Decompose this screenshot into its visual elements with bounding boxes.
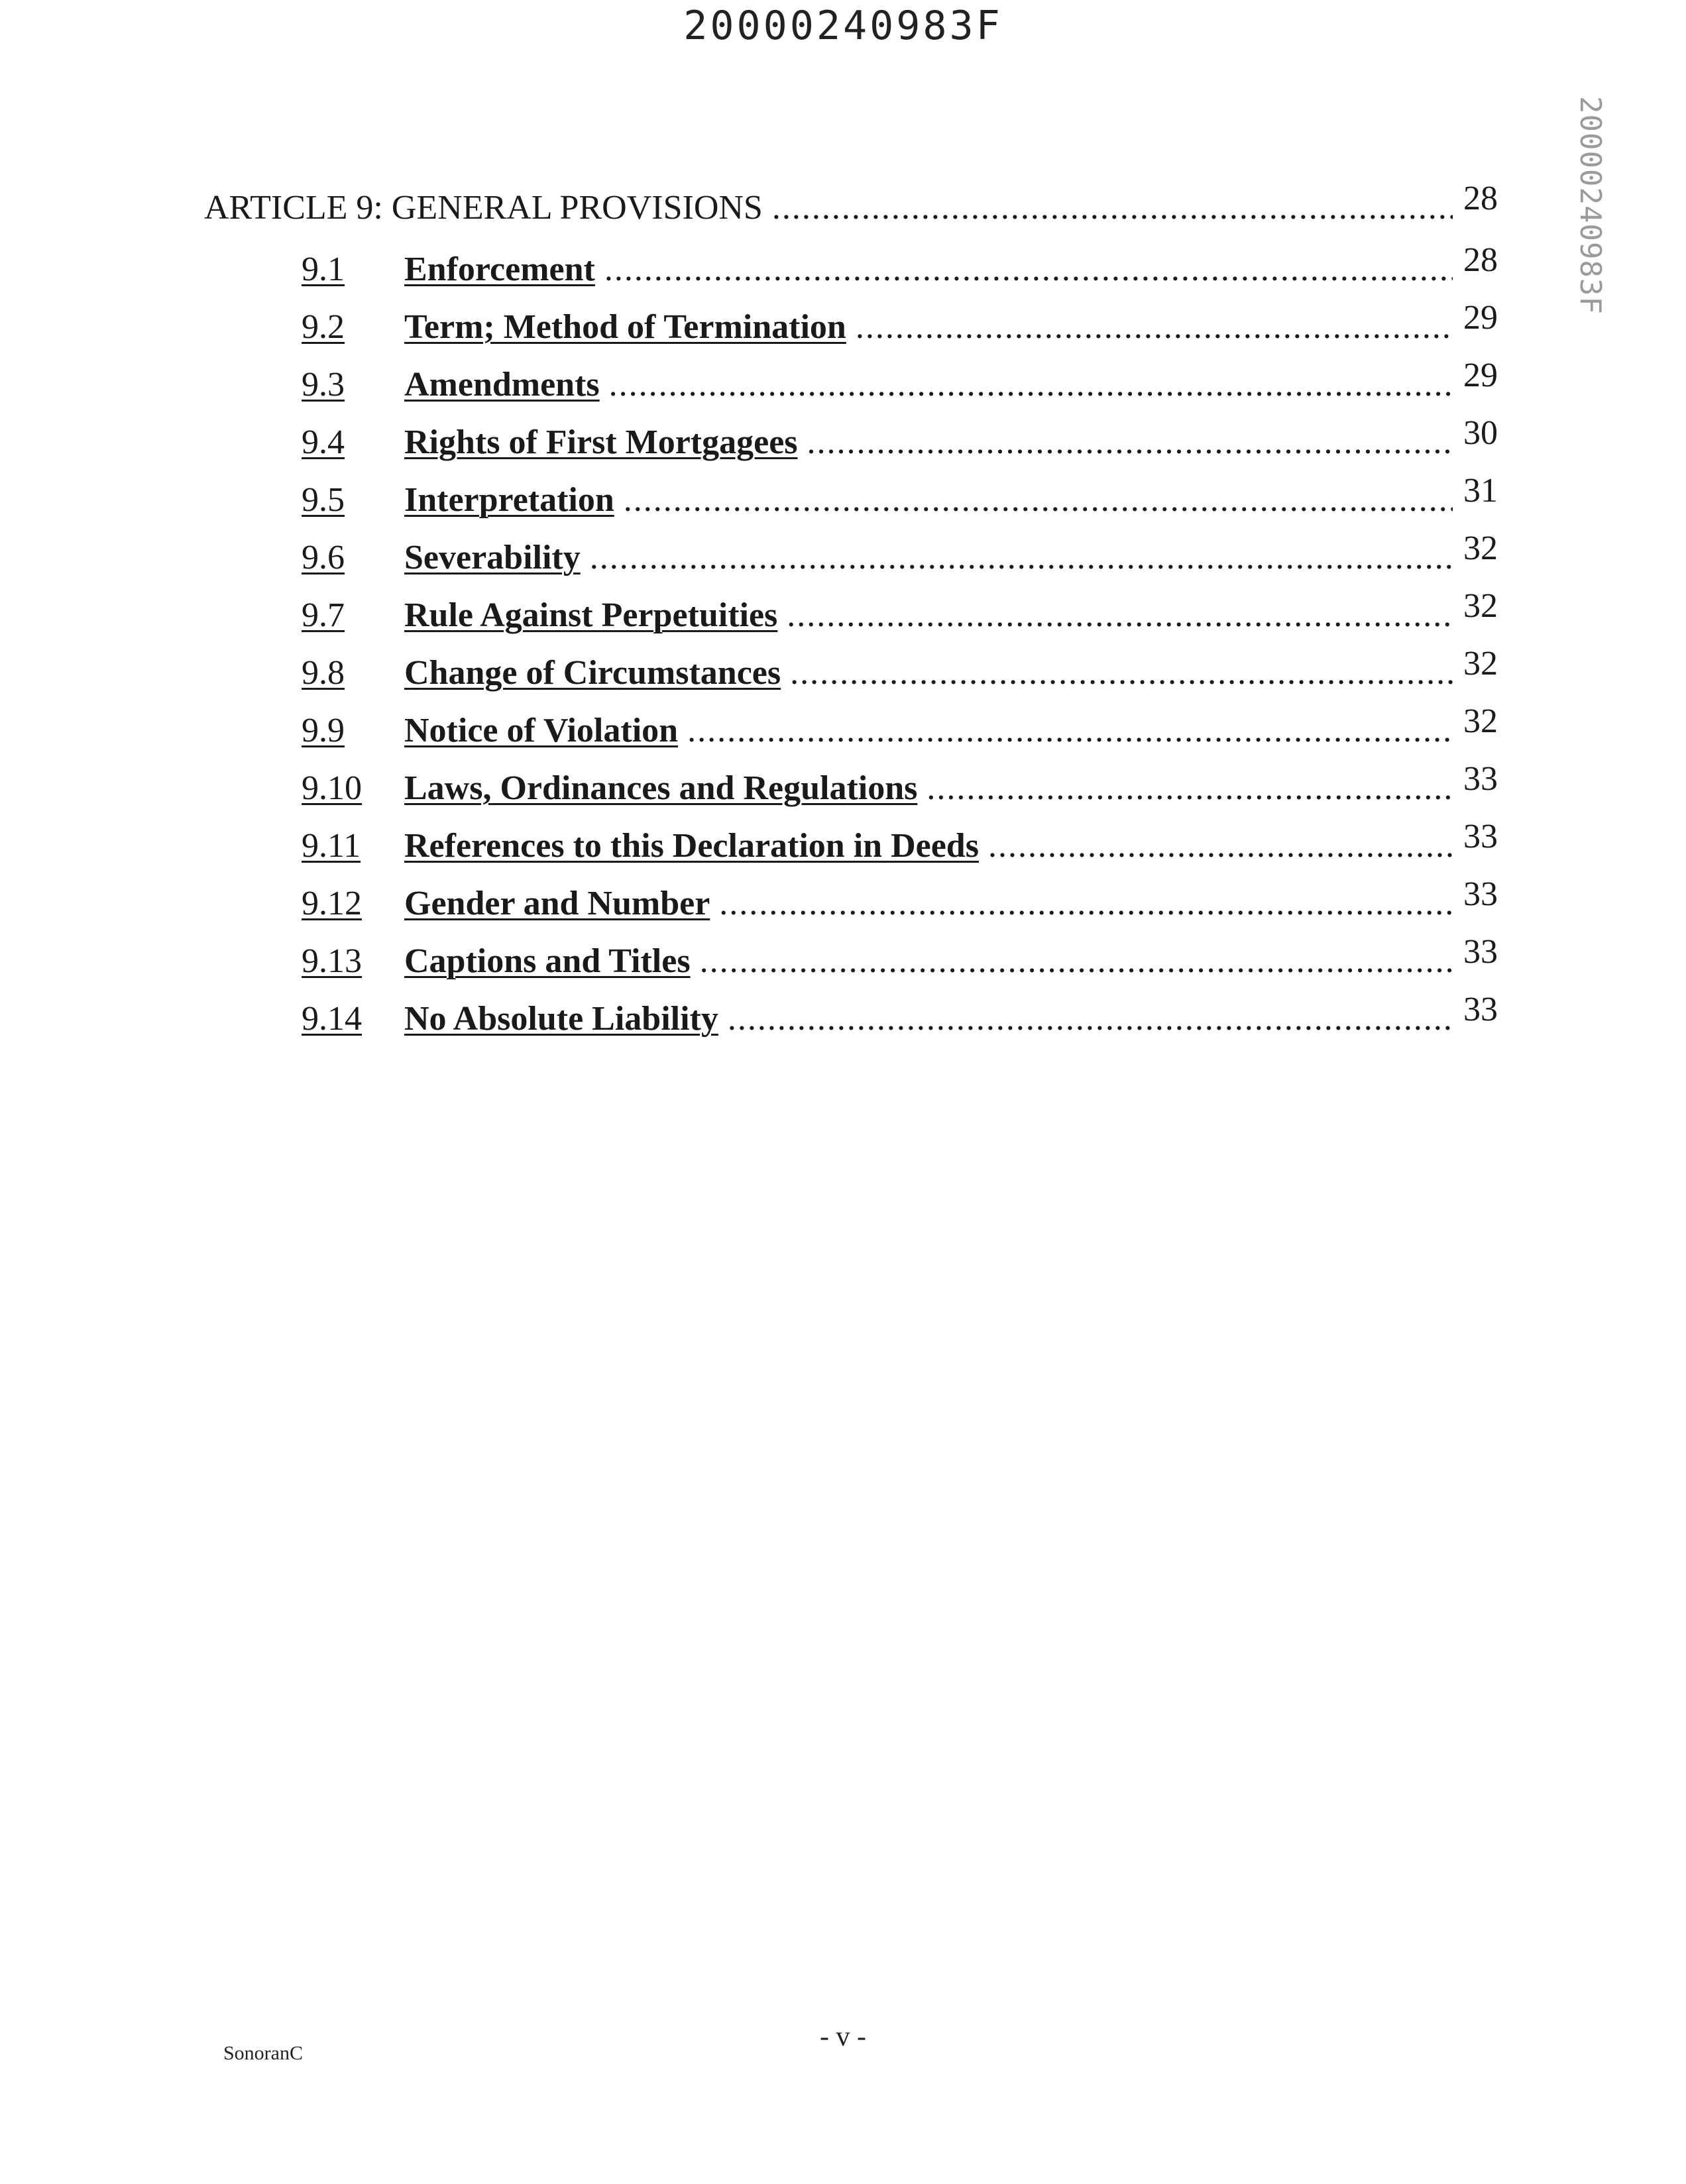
toc-entry-title: Captions and Titles <box>404 942 691 980</box>
toc-entry-page: 33 <box>1463 760 1498 798</box>
toc-entry-page: 30 <box>1463 414 1498 452</box>
toc-entry-title: Rule Against Perpetuities <box>404 596 778 634</box>
toc-entry-page: 29 <box>1463 299 1498 337</box>
toc-entry <box>199 932 1498 990</box>
toc-entry <box>199 702 1498 759</box>
toc-entry-page: 32 <box>1463 529 1498 567</box>
toc-entry <box>199 241 1498 298</box>
toc-entry <box>199 529 1498 586</box>
toc-entry-number: 9.9 <box>302 712 345 749</box>
toc-entry-number: 9.5 <box>302 481 345 519</box>
toc-entry-title: Amendments <box>404 366 600 404</box>
toc-leader-dots <box>609 356 1453 413</box>
toc-entry-number: 9.10 <box>302 769 362 807</box>
toc-entry-page: 33 <box>1463 875 1498 913</box>
toc-leader-dots <box>772 179 1453 237</box>
toc-leader-dots <box>790 644 1453 702</box>
toc-entry <box>199 875 1498 932</box>
toc-entry-number: 9.3 <box>302 366 345 404</box>
toc-entry-title: No Absolute Liability <box>404 1000 718 1038</box>
toc-entry-number: 9.1 <box>302 250 345 288</box>
toc-entry-title: Term; Method of Termination <box>404 308 846 346</box>
toc-entry <box>199 471 1498 529</box>
toc-entry-number: 9.13 <box>302 942 362 980</box>
toc-entry-page: 33 <box>1463 991 1498 1028</box>
footer-file-label: SonoranC <box>223 2042 303 2064</box>
toc-leader-dots <box>700 932 1453 990</box>
toc-entry-number: 9.12 <box>302 885 362 922</box>
toc-entry-number: 9.11 <box>302 827 361 865</box>
toc-entry-title: Severability <box>404 539 581 576</box>
toc-entry-page: 33 <box>1463 818 1498 855</box>
toc-entry-page: 31 <box>1463 472 1498 510</box>
toc-leader-dots <box>624 471 1453 529</box>
toc-entry-title: Notice of Violation <box>404 712 679 749</box>
toc-leader-dots <box>590 529 1453 586</box>
toc-leader-dots <box>856 298 1453 356</box>
toc-entry-page: 28 <box>1463 241 1498 279</box>
toc-entry <box>199 356 1498 413</box>
toc-leader-dots <box>604 241 1453 298</box>
footer-page-number: - v - <box>820 2022 866 2052</box>
toc-article-title: ARTICLE 9: GENERAL PROVISIONS <box>204 189 763 227</box>
side-stamp-text: 20000240983F <box>1573 96 1607 315</box>
toc-article-heading <box>199 179 1498 237</box>
table-of-contents <box>199 179 1498 1048</box>
toc-entry <box>199 817 1498 875</box>
toc-entry-page: 29 <box>1463 356 1498 394</box>
toc-entry-page: 32 <box>1463 587 1498 625</box>
toc-leader-dots <box>988 817 1453 875</box>
toc-article-page: 28 <box>1463 180 1498 217</box>
toc-leader-dots <box>719 875 1453 932</box>
toc-entry-title: Change of Circumstances <box>404 654 781 692</box>
document-number: 20000240983F <box>683 3 1003 49</box>
toc-entry-number: 9.14 <box>302 1000 362 1038</box>
toc-entry-page: 33 <box>1463 933 1498 971</box>
toc-entry-title: Laws, Ordinances and Regulations <box>404 769 918 807</box>
toc-leader-dots <box>687 702 1453 759</box>
toc-entry <box>199 759 1498 817</box>
toc-leader-dots <box>807 413 1453 471</box>
toc-entry <box>199 644 1498 702</box>
toc-entry-number: 9.8 <box>302 654 345 692</box>
side-stamp <box>1566 96 1612 321</box>
toc-entry-page: 32 <box>1463 702 1498 740</box>
toc-entry <box>199 990 1498 1048</box>
toc-entry-number: 9.4 <box>302 423 345 461</box>
toc-leader-dots <box>728 990 1453 1048</box>
toc-entry-title: Rights of First Mortgagees <box>404 423 798 461</box>
toc-entry <box>199 298 1498 356</box>
toc-entry-title: References to this Declaration in Deeds <box>404 827 979 865</box>
toc-entry-number: 9.2 <box>302 308 345 346</box>
toc-entry-number: 9.7 <box>302 596 345 634</box>
toc-leader-dots <box>927 759 1453 817</box>
toc-entry-title: Gender and Number <box>404 885 710 922</box>
toc-entry-title: Interpretation <box>404 481 614 519</box>
toc-entry-page: 32 <box>1463 645 1498 682</box>
toc-entry <box>199 586 1498 644</box>
toc-entry-number: 9.6 <box>302 539 345 576</box>
toc-entry-title: Enforcement <box>404 250 595 288</box>
toc-entry <box>199 413 1498 471</box>
toc-leader-dots <box>787 586 1453 644</box>
